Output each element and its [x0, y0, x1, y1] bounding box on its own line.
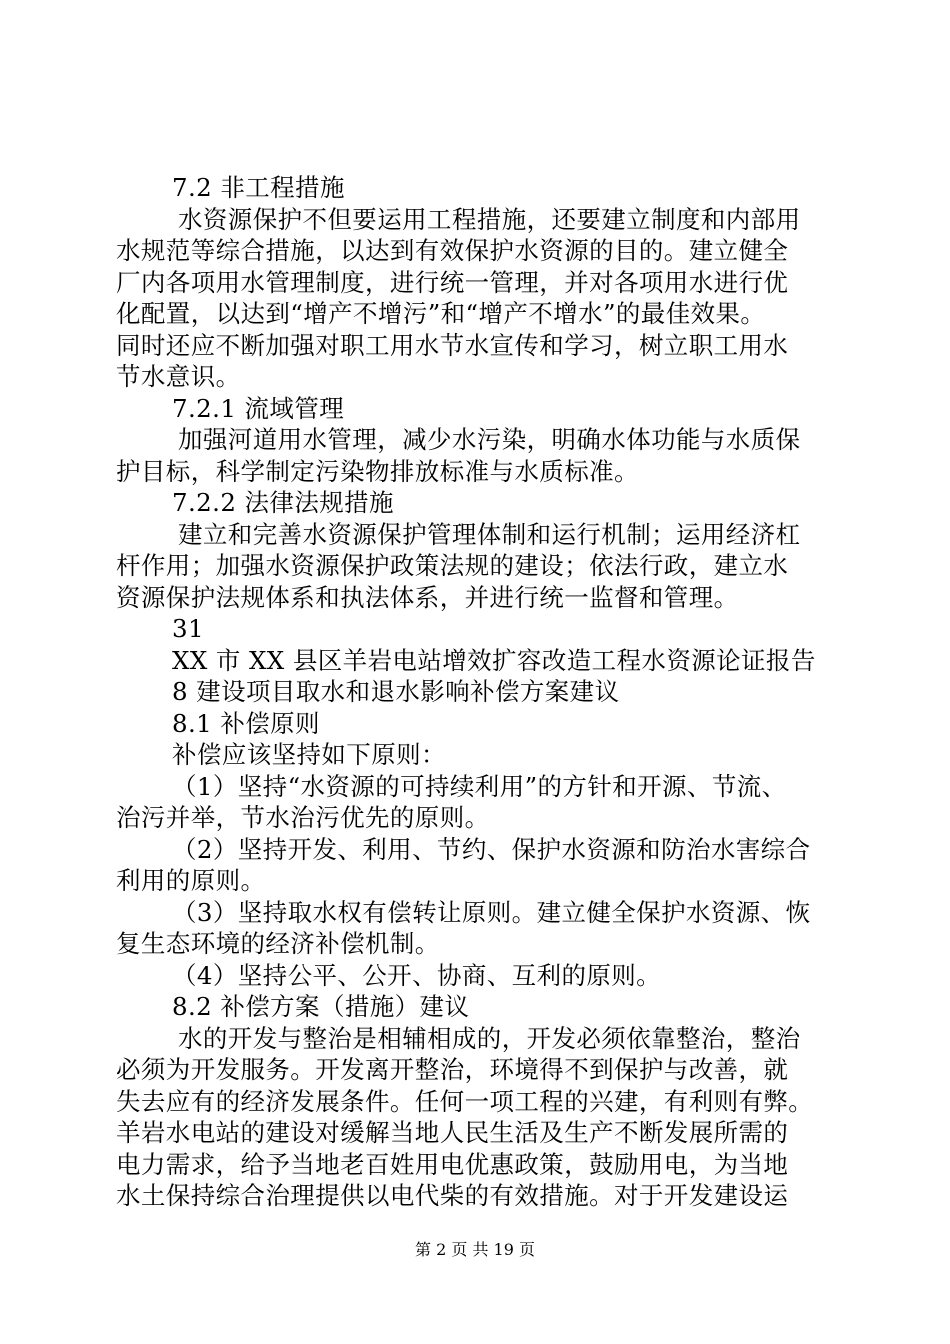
text-line: 电力需求，给予当地老百姓用电优惠政策，鼓励用电，为当地: [116, 1149, 789, 1179]
text-line: 羊岩水电站的建设对缓解当地人民生活及生产不断发展所需的: [116, 1118, 789, 1147]
text-line: 护目标，科学制定污染物排放标准与水质标准。: [116, 456, 639, 486]
text-line: 失去应有的经济发展条件。任何一项工程的兴建，有利则有弊。: [116, 1086, 814, 1116]
text-line: 8.2 补偿方案（措施）建议: [172, 992, 470, 1021]
text-line: 水土保持综合治理提供以电代柴的有效措施。对于开发建设运: [116, 1181, 789, 1210]
text-line: 资源保护法规体系和执法体系，并进行统一监督和管理。: [116, 582, 739, 612]
text-line: 水规范等综合措施，以达到有效保护水资源的目的。建立健全: [116, 236, 789, 265]
text-line: 7.2.1 流域管理: [172, 393, 345, 423]
text-line: 必须为开发服务。开发离开整治，环境得不到保护与改善，就: [116, 1055, 789, 1084]
text-line: 水的开发与整治是相辅相成的，开发必须依靠整治，整治: [178, 1023, 801, 1053]
text-line: 建立和完善水资源保护管理体制和运行机制；运用经济杠: [178, 519, 801, 549]
text-line: 杆作用；加强水资源保护政策法规的建设；依法行政，建立水: [116, 551, 789, 580]
text-line: XX 市 XX 县区羊岩电站增效扩容改造工程水资源论证报告: [172, 645, 816, 675]
text-line: 复生态环境的经济补偿机制。: [116, 929, 440, 958]
text-line: （2）坚持开发、利用、节约、保护水资源和防治水害综合: [172, 834, 811, 864]
text-line: 31: [172, 614, 204, 643]
text-line: 8 建设项目取水和退水影响补偿方案建议: [172, 677, 620, 706]
page-footer: 第 2 页 共 19 页: [415, 1240, 535, 1259]
text-line: 厂内各项用水管理制度，进行统一管理，并对各项用水进行优: [116, 267, 789, 297]
text-line: 水资源保护不但要运用工程措施，还要建立制度和内部用: [178, 204, 801, 234]
text-line: 7.2 非工程措施: [172, 173, 345, 202]
document-body: [116, 172, 836, 1212]
text-line: 利用的原则。: [116, 866, 266, 895]
text-line: 8.1 补偿原则: [172, 708, 320, 738]
text-line: 补偿应该坚持如下原则：: [172, 740, 446, 769]
text-line: 节水意识。: [116, 362, 241, 391]
text-line: （1）坚持“水资源的可持续利用”的方针和开源、节流、: [172, 771, 787, 801]
text-line: 治污并举，节水治污优先的原则。: [116, 803, 490, 832]
text-line: （3）坚持取水权有偿转让原则。建立健全保护水资源、恢: [172, 897, 811, 927]
text-line: 7.2.2 法律法规措施: [172, 488, 394, 517]
text-line: 同时还应不断加强对职工用水节水宣传和学习，树立职工用水: [116, 330, 789, 360]
text-line: 加强河道用水管理，减少水污染，明确水体功能与水质保: [178, 425, 801, 454]
text-line: 化配置，以达到“增产不增污”和“增产不增水”的最佳效果。: [116, 299, 766, 328]
text-line: （4）坚持公平、公开、协商、互利的原则。: [172, 960, 662, 990]
